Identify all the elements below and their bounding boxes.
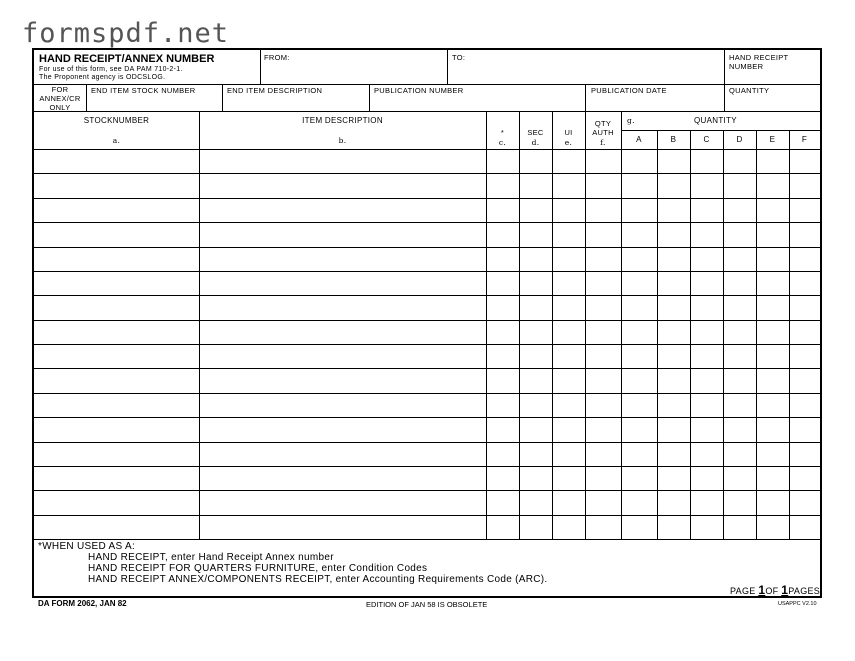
table-cell[interactable] xyxy=(519,417,552,441)
table-cell[interactable] xyxy=(756,490,789,514)
col-item-letter: b. xyxy=(338,136,347,145)
table-cell[interactable] xyxy=(756,368,789,392)
hr-number-label: HAND RECEIPT xyxy=(729,53,789,62)
table-cell[interactable] xyxy=(199,515,486,539)
table-cell[interactable] xyxy=(657,149,690,173)
table-cell[interactable] xyxy=(756,442,789,466)
col-sec: SEC xyxy=(527,128,544,137)
table-cell[interactable] xyxy=(552,198,585,222)
table-cell[interactable] xyxy=(486,490,519,514)
end-item-stock-field[interactable] xyxy=(87,95,222,111)
table-row xyxy=(34,442,820,466)
table-cell[interactable] xyxy=(585,417,621,441)
table-row xyxy=(34,393,820,417)
table-cell[interactable] xyxy=(756,295,789,319)
col-qty-auth-2: AUTH xyxy=(592,128,614,137)
table-cell[interactable] xyxy=(621,490,657,514)
table-cell[interactable] xyxy=(199,198,486,222)
table-cell[interactable] xyxy=(34,417,199,441)
of-label: OF xyxy=(765,586,779,596)
page-total[interactable]: 1 xyxy=(781,583,789,597)
table-cell[interactable] xyxy=(552,173,585,197)
col-quantity-e: E xyxy=(769,135,776,144)
proponent-note: The Proponent agency is ODCSLOG. xyxy=(39,74,166,81)
col-quantity-b: B xyxy=(670,135,677,144)
table-cell[interactable] xyxy=(519,344,552,368)
table-cell[interactable] xyxy=(34,198,199,222)
for-annex-label-1: FOR xyxy=(51,85,69,94)
table-row xyxy=(34,320,820,344)
table-cell[interactable] xyxy=(199,490,486,514)
table-cell[interactable] xyxy=(486,320,519,344)
table-cell[interactable] xyxy=(690,393,723,417)
table-cell[interactable] xyxy=(585,466,621,490)
table-cell[interactable] xyxy=(756,198,789,222)
table-cell[interactable] xyxy=(621,368,657,392)
col-quantity-a: A xyxy=(636,135,642,144)
table-cell[interactable] xyxy=(199,149,486,173)
table-cell[interactable] xyxy=(585,442,621,466)
table-row xyxy=(34,417,820,441)
table-cell[interactable] xyxy=(621,320,657,344)
table-cell[interactable] xyxy=(789,515,820,539)
table-cell[interactable] xyxy=(519,515,552,539)
table-cell[interactable] xyxy=(199,393,486,417)
table-cell[interactable] xyxy=(34,247,199,271)
table-cell[interactable] xyxy=(690,515,723,539)
table-cell[interactable] xyxy=(519,466,552,490)
to-label: TO: xyxy=(452,53,466,62)
table-cell[interactable] xyxy=(756,393,789,417)
table-cell[interactable] xyxy=(723,515,756,539)
table-cell[interactable] xyxy=(756,247,789,271)
table-cell[interactable] xyxy=(34,320,199,344)
table-cell[interactable] xyxy=(585,368,621,392)
pages-label: PAGES xyxy=(788,586,821,596)
from-field[interactable] xyxy=(261,62,447,84)
table-cell[interactable] xyxy=(789,320,820,344)
table-cell[interactable] xyxy=(552,271,585,295)
table-cell[interactable] xyxy=(789,247,820,271)
table-cell[interactable] xyxy=(690,173,723,197)
table-cell[interactable] xyxy=(486,368,519,392)
table-cell[interactable] xyxy=(34,466,199,490)
from-label: FROM: xyxy=(264,53,290,62)
table-cell[interactable] xyxy=(789,198,820,222)
table-cell[interactable] xyxy=(34,271,199,295)
col-qty-letter: f. xyxy=(600,138,606,147)
table-cell[interactable] xyxy=(552,442,585,466)
table-cell[interactable] xyxy=(657,222,690,246)
table-row xyxy=(34,515,820,539)
table-cell[interactable] xyxy=(34,490,199,514)
table-cell[interactable] xyxy=(657,271,690,295)
table-cell[interactable] xyxy=(486,222,519,246)
table-cell[interactable] xyxy=(34,515,199,539)
table-cell[interactable] xyxy=(690,222,723,246)
table-row xyxy=(34,344,820,368)
table-cell[interactable] xyxy=(657,393,690,417)
table-cell[interactable] xyxy=(657,442,690,466)
table-cell[interactable] xyxy=(621,466,657,490)
table-cell[interactable] xyxy=(621,344,657,368)
table-cell[interactable] xyxy=(519,222,552,246)
table-cell[interactable] xyxy=(690,320,723,344)
table-cell[interactable] xyxy=(199,320,486,344)
col-quantity: QUANTITY xyxy=(694,116,737,125)
table-cell[interactable] xyxy=(657,295,690,319)
table-cell[interactable] xyxy=(789,222,820,246)
for-annex-label-2: ANNEX/CR xyxy=(39,94,81,103)
table-cell[interactable] xyxy=(756,271,789,295)
table-cell[interactable] xyxy=(723,222,756,246)
edition-note: EDITION OF JAN 58 IS OBSOLETE xyxy=(366,600,488,609)
table-cell[interactable] xyxy=(789,417,820,441)
form-id: DA FORM 2062, JAN 82 xyxy=(38,599,127,608)
pub-number-field[interactable] xyxy=(370,95,585,111)
table-cell[interactable] xyxy=(657,466,690,490)
table-cell[interactable] xyxy=(519,247,552,271)
table-cell[interactable] xyxy=(690,271,723,295)
table-cell[interactable] xyxy=(552,222,585,246)
pub-number-label: PUBLICATION NUMBER xyxy=(374,86,464,95)
table-cell[interactable] xyxy=(723,271,756,295)
version-note: USAPPC V2.10 xyxy=(778,601,817,607)
table-row xyxy=(34,466,820,490)
table-cell[interactable] xyxy=(756,320,789,344)
col-sec-letter: d. xyxy=(531,138,540,147)
table-cell[interactable] xyxy=(789,368,820,392)
table-cell[interactable] xyxy=(657,344,690,368)
table-cell[interactable] xyxy=(552,515,585,539)
table-cell[interactable] xyxy=(756,515,789,539)
table-cell[interactable] xyxy=(486,173,519,197)
table-cell[interactable] xyxy=(789,442,820,466)
table-cell[interactable] xyxy=(585,198,621,222)
table-cell[interactable] xyxy=(199,442,486,466)
table-cell[interactable] xyxy=(34,393,199,417)
use-note: For use of this form, see DA PAM 710-2-1. xyxy=(39,66,183,73)
table-cell[interactable] xyxy=(585,393,621,417)
table-cell[interactable] xyxy=(585,149,621,173)
table-cell[interactable] xyxy=(519,393,552,417)
table-cell[interactable] xyxy=(519,442,552,466)
col-star: * xyxy=(500,128,505,137)
table-cell[interactable] xyxy=(199,368,486,392)
table-cell[interactable] xyxy=(34,149,199,173)
end-item-desc-field[interactable] xyxy=(223,95,369,111)
table-cell[interactable] xyxy=(552,417,585,441)
table-cell[interactable] xyxy=(519,490,552,514)
table-cell[interactable] xyxy=(657,515,690,539)
table-cell[interactable] xyxy=(585,271,621,295)
table-cell[interactable] xyxy=(657,173,690,197)
table-cell[interactable] xyxy=(789,295,820,319)
page-counter xyxy=(730,583,820,597)
table-cell[interactable] xyxy=(34,368,199,392)
table-cell[interactable] xyxy=(621,442,657,466)
table-cell[interactable] xyxy=(486,442,519,466)
table-cell[interactable] xyxy=(585,173,621,197)
table-row xyxy=(34,295,820,319)
table-cell[interactable] xyxy=(486,198,519,222)
end-item-desc-label: END ITEM DESCRIPTION xyxy=(227,86,323,95)
table-cell[interactable] xyxy=(690,490,723,514)
table-cell[interactable] xyxy=(789,149,820,173)
col-quantity-f: F xyxy=(801,135,808,144)
table-cell[interactable] xyxy=(657,368,690,392)
table-cell[interactable] xyxy=(690,368,723,392)
table-cell[interactable] xyxy=(552,247,585,271)
table-cell[interactable] xyxy=(756,222,789,246)
table-cell[interactable] xyxy=(585,344,621,368)
pub-date-label: PUBLICATION DATE xyxy=(591,86,667,95)
table-cell[interactable] xyxy=(657,247,690,271)
hand-receipt-form xyxy=(32,48,822,598)
table-cell[interactable] xyxy=(756,344,789,368)
table-cell[interactable] xyxy=(723,393,756,417)
table-cell[interactable] xyxy=(690,466,723,490)
table-row xyxy=(34,271,820,295)
table-cell[interactable] xyxy=(585,222,621,246)
table-cell[interactable] xyxy=(486,295,519,319)
table-cell[interactable] xyxy=(690,247,723,271)
table-cell[interactable] xyxy=(552,466,585,490)
quantity-field[interactable] xyxy=(725,95,820,111)
table-cell[interactable] xyxy=(756,173,789,197)
col-stock-letter: a. xyxy=(112,136,121,145)
table-cell[interactable] xyxy=(486,344,519,368)
table-cell[interactable] xyxy=(199,466,486,490)
table-cell[interactable] xyxy=(34,173,199,197)
table-cell[interactable] xyxy=(486,149,519,173)
table-cell[interactable] xyxy=(621,247,657,271)
table-cell[interactable] xyxy=(552,320,585,344)
table-cell[interactable] xyxy=(486,417,519,441)
table-row xyxy=(34,490,820,514)
table-cell[interactable] xyxy=(690,149,723,173)
table-cell[interactable] xyxy=(199,271,486,295)
footer-when-used: *WHEN USED AS A: xyxy=(38,541,136,552)
table-cell[interactable] xyxy=(690,198,723,222)
table-cell[interactable] xyxy=(34,344,199,368)
table-cell[interactable] xyxy=(519,320,552,344)
col-star-letter: c. xyxy=(498,138,507,147)
table-cell[interactable] xyxy=(585,490,621,514)
table-cell[interactable] xyxy=(486,515,519,539)
table-cell[interactable] xyxy=(552,393,585,417)
to-field[interactable] xyxy=(448,62,724,84)
table-cell[interactable] xyxy=(723,247,756,271)
table-cell[interactable] xyxy=(657,490,690,514)
table-cell[interactable] xyxy=(519,368,552,392)
table-cell[interactable] xyxy=(657,198,690,222)
table-cell[interactable] xyxy=(621,271,657,295)
table-cell[interactable] xyxy=(723,295,756,319)
col-ui-letter: e. xyxy=(564,138,573,147)
table-cell[interactable] xyxy=(723,344,756,368)
hr-number-label-2: NUMBER xyxy=(729,62,764,71)
table-cell[interactable] xyxy=(552,368,585,392)
footer-line-3: HAND RECEIPT ANNEX/COMPONENTS RECEIPT, enter Accounting Requirements Code (ARC). xyxy=(88,574,548,585)
table-cell[interactable] xyxy=(723,149,756,173)
table-cell[interactable] xyxy=(789,393,820,417)
col-quantity-d: D xyxy=(736,135,743,144)
table-cell[interactable] xyxy=(621,149,657,173)
table-cell[interactable] xyxy=(756,466,789,490)
table-cell[interactable] xyxy=(486,393,519,417)
table-cell[interactable] xyxy=(789,344,820,368)
table-cell[interactable] xyxy=(552,490,585,514)
table-cell[interactable] xyxy=(789,490,820,514)
table-cell[interactable] xyxy=(199,417,486,441)
table-cell[interactable] xyxy=(585,320,621,344)
table-cell[interactable] xyxy=(789,271,820,295)
table-cell[interactable] xyxy=(621,198,657,222)
table-cell[interactable] xyxy=(34,222,199,246)
col-item-desc: ITEM DESCRIPTION xyxy=(302,116,383,125)
table-row xyxy=(34,368,820,392)
table-cell[interactable] xyxy=(519,173,552,197)
col-ui: UI xyxy=(564,128,573,137)
table-row xyxy=(34,149,820,173)
table-cell[interactable] xyxy=(756,149,789,173)
table-cell[interactable] xyxy=(789,466,820,490)
table-cell[interactable] xyxy=(34,442,199,466)
table-cell[interactable] xyxy=(34,295,199,319)
table-cell[interactable] xyxy=(585,295,621,319)
table-cell[interactable] xyxy=(552,344,585,368)
table-cell[interactable] xyxy=(690,442,723,466)
table-cell[interactable] xyxy=(486,247,519,271)
table-cell[interactable] xyxy=(486,271,519,295)
table-cell[interactable] xyxy=(486,466,519,490)
table-cell[interactable] xyxy=(723,466,756,490)
table-row xyxy=(34,247,820,271)
table-cell[interactable] xyxy=(199,222,486,246)
table-cell[interactable] xyxy=(723,490,756,514)
table-cell[interactable] xyxy=(199,295,486,319)
table-cell[interactable] xyxy=(585,247,621,271)
table-cell[interactable] xyxy=(756,417,789,441)
page-label: PAGE xyxy=(730,586,756,596)
col-quantity-c: C xyxy=(703,135,710,144)
table-cell[interactable] xyxy=(690,344,723,368)
table-cell[interactable] xyxy=(723,417,756,441)
table-cell[interactable] xyxy=(621,393,657,417)
col-stock-number: STOCKNUMBER xyxy=(83,116,150,125)
table-cell[interactable] xyxy=(657,320,690,344)
table-cell[interactable] xyxy=(199,247,486,271)
table-row xyxy=(34,222,820,246)
table-cell[interactable] xyxy=(199,173,486,197)
table-cell[interactable] xyxy=(690,417,723,441)
hr-number-field[interactable] xyxy=(725,70,820,84)
table-row xyxy=(34,198,820,222)
table-cell[interactable] xyxy=(789,173,820,197)
table-cell[interactable] xyxy=(519,271,552,295)
footer-line-1: HAND RECEIPT, enter Hand Receipt Annex number xyxy=(88,552,334,563)
table-cell[interactable] xyxy=(519,149,552,173)
table-cell[interactable] xyxy=(657,417,690,441)
table-cell[interactable] xyxy=(723,198,756,222)
watermark-logo: formspdf.net xyxy=(22,18,230,49)
table-cell[interactable] xyxy=(723,368,756,392)
quantity-label: QUANTITY xyxy=(729,86,770,95)
end-item-stock-label: END ITEM STOCK NUMBER xyxy=(91,86,196,95)
table-cell[interactable] xyxy=(621,173,657,197)
col-g-letter: g. xyxy=(627,116,635,125)
table-cell[interactable] xyxy=(519,295,552,319)
table-cell[interactable] xyxy=(552,149,585,173)
page-number[interactable]: 1 xyxy=(758,583,766,597)
table-cell[interactable] xyxy=(552,295,585,319)
table-cell[interactable] xyxy=(621,515,657,539)
table-cell[interactable] xyxy=(621,295,657,319)
table-cell[interactable] xyxy=(199,344,486,368)
table-cell[interactable] xyxy=(723,442,756,466)
table-cell[interactable] xyxy=(621,222,657,246)
pub-date-field[interactable] xyxy=(586,95,724,111)
table-cell[interactable] xyxy=(585,515,621,539)
table-cell[interactable] xyxy=(723,320,756,344)
table-row xyxy=(34,173,820,197)
footer-line-2: HAND RECEIPT FOR QUARTERS FURNITURE, enter Condition Codes xyxy=(88,563,428,574)
for-annex-label-3: ONLY xyxy=(49,103,71,112)
table-cell[interactable] xyxy=(690,295,723,319)
col-qty-auth-1: QTY xyxy=(594,119,612,128)
table-cell[interactable] xyxy=(723,173,756,197)
table-cell[interactable] xyxy=(519,198,552,222)
table-cell[interactable] xyxy=(621,417,657,441)
form-title: HAND RECEIPT/ANNEX NUMBER xyxy=(39,53,215,65)
